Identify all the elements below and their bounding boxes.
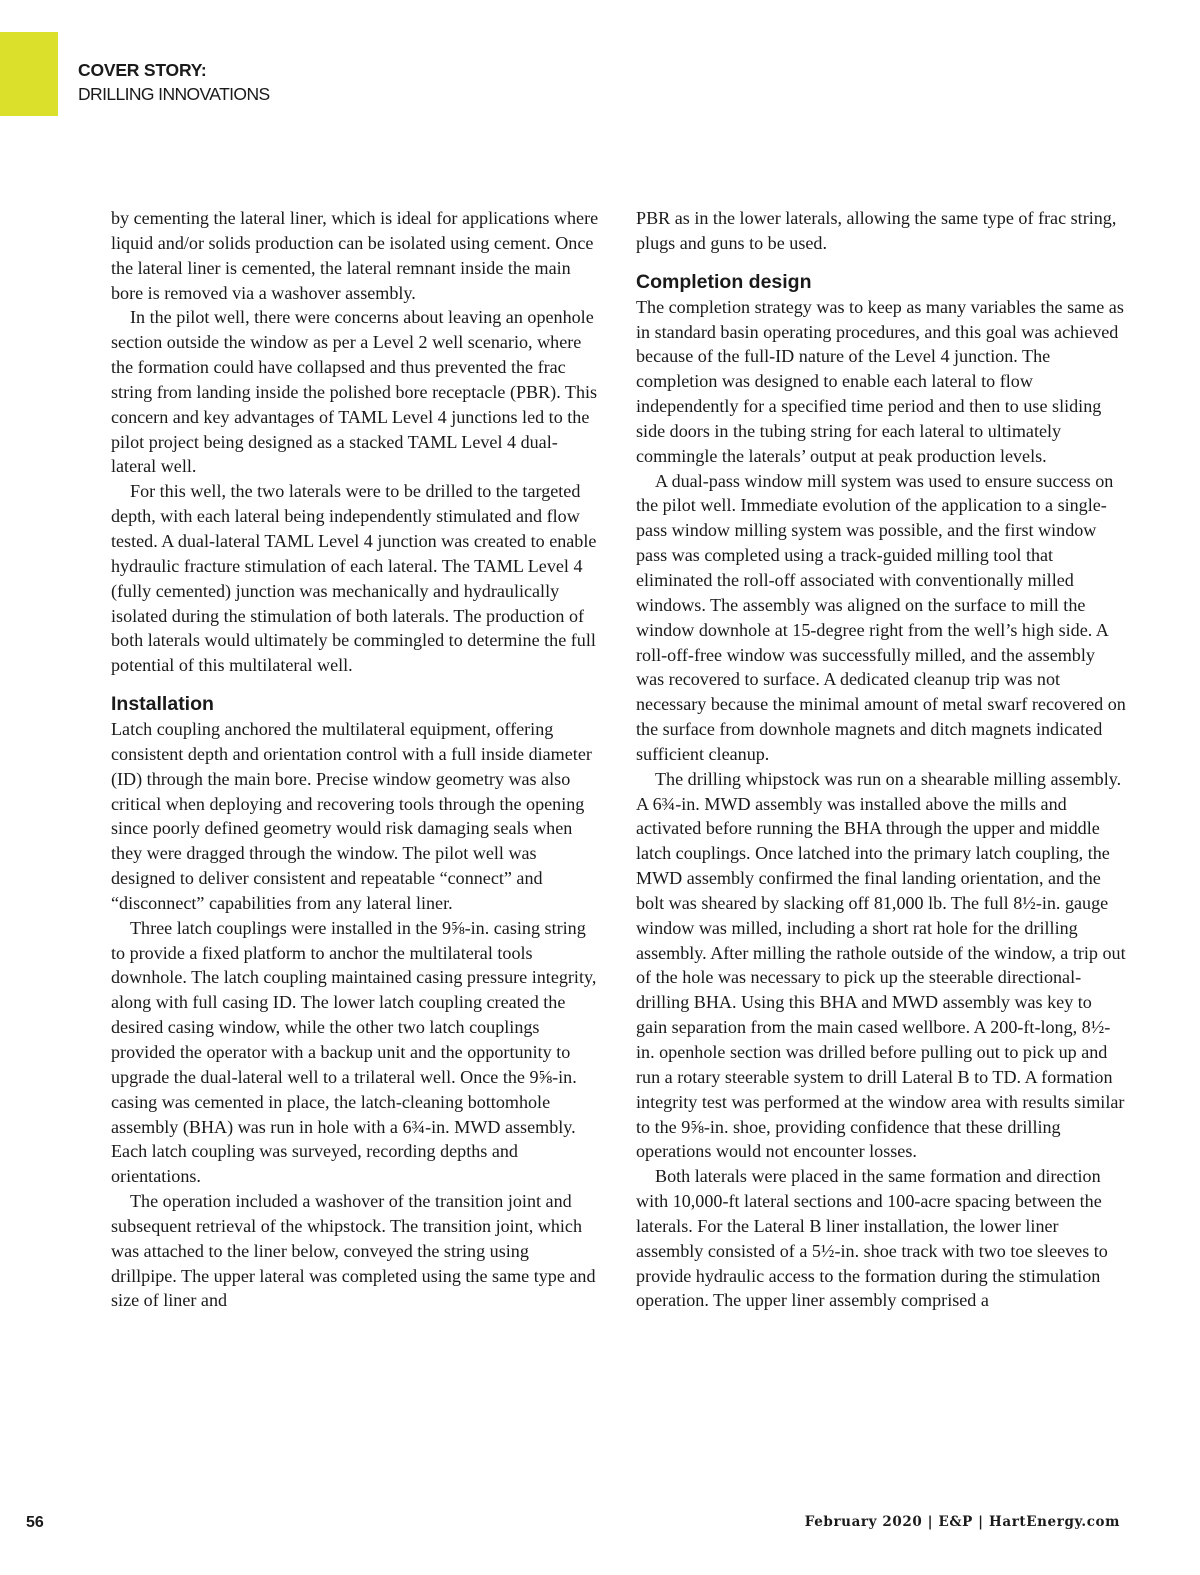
section-accent-tab: [0, 32, 58, 116]
body-paragraph: The drilling whipstock was run on a shearable milling assembly. A 6¾-in. MWD assembly was installed above the mills and activated before running the BHA through the upper and middle latch couplings. Once latched into the primary latch coupling, the MWD assembly confirmed the final landing orientation, and the bolt was sheared by slacking off 81,000 lb. The full 8½-in. gauge window was milled, including a short rat hole for the drilling assembly. After milling the rathole outside of the window, a trip out of the hole was necessary to pick up the steerable directional-drilling BHA. Using this BHA and MWD assembly was key to gain separation from the main cased wellbore. A 200-ft-long, 8½-in. openhole section was drilled before pulling out to pick up and run a rotary steerable system to drill Lateral B to TD. A formation integrity test was performed at the window area with results similar to the 9⅝-in. shoe, providing confidence that these drilling operations would not encounter losses.: [636, 768, 1126, 1162]
section-kicker: COVER STORY:: [78, 60, 207, 80]
installation-heading: Installation: [111, 693, 214, 716]
body-paragraph: Both laterals were placed in the same formation and direction with 10,000-ft lateral sections and 100-acre spacing between the laterals. For the Lateral B liner installation, the lower liner assembly consisted of a 5½-in. shoe track with two toe sleeves to provide hydraulic access to the formation during the stimulation operation. The upper liner assembly comprised a: [636, 1166, 1108, 1311]
right-column: [636, 206, 1126, 1313]
page-number: 56: [26, 1514, 44, 1531]
body-paragraph: A dual-pass window mill system was used to ensure success on the pilot well. Immediate evolution of the application to a single-pass window milling system was possible, and the first window pass was completed using a track-guided milling tool that eliminated the roll-off associated with conventionally milled windows. The assembly was aligned on the surface to mill the window downhole at 15-degree right from the well’s high side. A roll-off-free window was successfully milled, and the assembly was recovered to surface. A dedicated cleanup trip was not necessary because the minimal amount of metal swarf recovered on the surface from downhole magnets and ditch magnets indicated sufficient cleanup.: [636, 470, 1126, 764]
section-header: [78, 58, 270, 106]
section-subtitle: DRILLING INNOVATIONS: [78, 84, 270, 104]
body-paragraph: PBR as in the lower laterals, allowing the same type of frac string, plugs and guns to be used.: [636, 208, 1117, 253]
left-column: [111, 206, 599, 1313]
body-paragraph: The completion strategy was to keep as many variables the same as in standard basin operating procedures, and this goal was achieved because of the full-ID nature of the Level 4 junction. The completion was designed to enable each lateral to flow independently for a specified time period and then to use sliding side doors in the tubing string for each lateral to ultimately commingle the laterals’ output at peak production levels.: [636, 296, 1124, 466]
body-paragraph: The operation included a washover of the transition joint and subsequent retrieval of the whipstock. The transition joint, which was attached to the liner below, conveyed the string using drillpipe. The upper lateral was completed using the same type and size of liner and: [111, 1191, 596, 1311]
body-paragraph: Latch coupling anchored the multilateral equipment, offering consistent depth and orientation control with a full inside diameter (ID) through the main bore. Precise window geometry was also critical when deploying and recovering tools through the opening since poorly defined geometry would risk damaging seals when they were dragged through the window. The pilot well was designed to deliver consistent and repeatable “connect” and “disconnect” capabilities from any lateral liner.: [111, 719, 592, 913]
footer-credit: February 2020 | E&P | HartEnergy.com: [804, 1514, 1120, 1530]
body-paragraph: by cementing the lateral liner, which is ideal for applications where liquid and/or solids production can be isolated using cement. Once the lateral liner is cemented, the lateral remnant inside the main bore is removed via a washover assembly.: [111, 208, 599, 303]
body-paragraph: Three latch couplings were installed in the 9⅝-in. casing string to provide a fixed platform to anchor the multilateral tools downhole. The latch coupling maintained casing pressure integrity, along with full casing ID. The lower latch coupling created the desired casing window, while the other two latch couplings provided the operator with a backup unit and the opportunity to upgrade the dual-lateral well to a trilateral well. Once the 9⅝-in. casing was cemented in place, the latch-cleaning bottomhole assembly (BHA) was run in hole with a 6¾-in. MWD assembly. Each latch coupling was surveyed, recording depths and orientations.: [111, 917, 597, 1187]
completion-design-heading: Completion design: [636, 270, 812, 293]
body-paragraph: For this well, the two laterals were to be drilled to the targeted depth, with each lateral being independently stimulated and flow tested. A dual-lateral TAML Level 4 junction was created to enable hydraulic fracture stimulation of each lateral. The TAML Level 4 (fully cemented) junction was mechanically and hydraulically isolated during the stimulation of both laterals. The production of both laterals would ultimately be commingled to determine the full potential of this multilateral well.: [111, 481, 597, 676]
body-paragraph: In the pilot well, there were concerns about leaving an openhole section outside the window as per a Level 2 well scenario, where the formation could have collapsed and thus prevented the frac string from landing inside the polished bore receptacle (PBR). This concern and key advantages of TAML Level 4 junctions led to the pilot project being designed as a stacked TAML Level 4 dual-lateral well.: [111, 307, 598, 477]
